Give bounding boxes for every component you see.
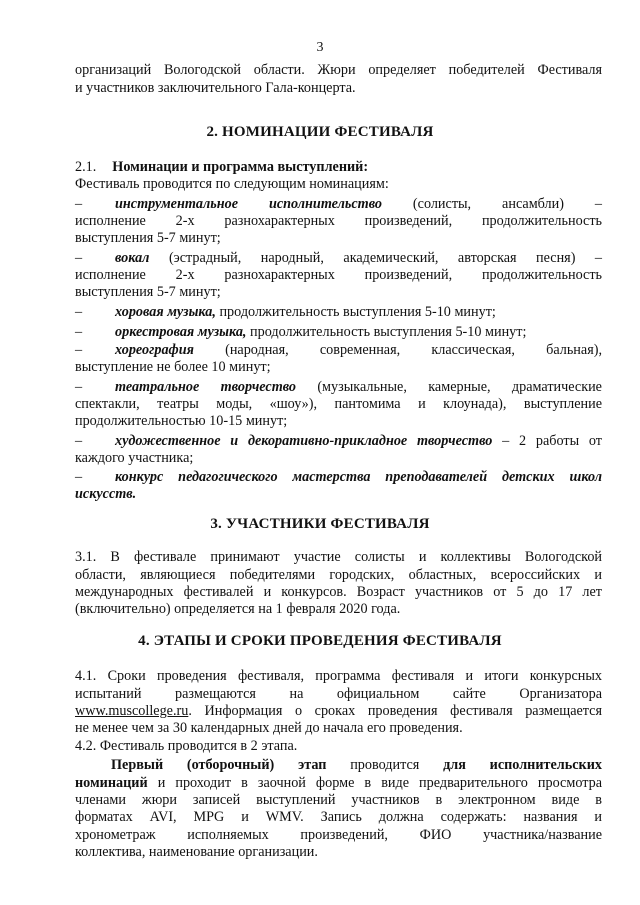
- section-4-line: www.muscollege.ru. Информация о сроках проведения фестиваля размещается: [75, 703, 602, 719]
- nomination-name: театральное творчество: [115, 379, 296, 395]
- section-4-line: испытаний размещаются на официальном сайте Организатора: [75, 686, 602, 702]
- nomination-item: – театральное творчество (музыкальные, камерные, драматические: [75, 379, 602, 395]
- subsection-title: Номинации и программа выступлений:: [112, 159, 369, 175]
- section-2-heading: 2. НОМИНАЦИИ ФЕСТИВАЛЯ: [206, 124, 434, 140]
- nomination-line: исполнение 2-х разнохарактерных произведений, продолжительность: [75, 213, 602, 229]
- subsection-number: 2.1.: [75, 159, 97, 175]
- stage-one-line: Первый (отборочный) этап проводится для исполнительских: [111, 757, 602, 773]
- dash-bullet: –: [75, 324, 83, 340]
- section-3-line: области, являющиеся победителями городских, областных, всероссийских и: [75, 567, 602, 583]
- nomination-item: – художественное и декоративно-прикладное творчество – 2 работы от: [75, 433, 603, 449]
- dash-bullet: –: [75, 196, 83, 212]
- dash-bullet: –: [75, 379, 83, 395]
- nomination-item: [75, 469, 602, 486]
- page-number: 3: [316, 40, 324, 55]
- section-3-line: (включительно) определяется на 1 февраля 2020 года.: [75, 601, 401, 617]
- stage-one-line: хронометраж исполняемых произведений, ФИО участника/название: [75, 827, 602, 843]
- nomination-item: – хоровая музыка, продолжительность выступления 5-10 минут;: [75, 304, 496, 320]
- section-4-line: не менее чем за 30 календарных дней до начала его проведения.: [75, 720, 463, 736]
- intro-line-1: организаций Вологодской области. Жюри определяет победителей Фестиваля: [75, 62, 602, 78]
- dash-bullet: –: [75, 342, 83, 358]
- dash-bullet: –: [75, 433, 83, 449]
- nomination-name: инструментальное исполнительство: [115, 196, 382, 212]
- stage-one-line: членами жюри записей выступлений участников в электронном виде в: [75, 792, 602, 808]
- dash-bullet: –: [75, 250, 83, 266]
- section-4-line: 4.2. Фестиваль проводится в 2 этапа.: [75, 738, 298, 754]
- nominations-lead: Фестиваль проводится по следующим номинациям:: [75, 176, 389, 192]
- nomination-line: спектакли, театры моды, «шоу»), пантомима и клоунада), выступление: [75, 396, 602, 412]
- nomination-line: продолжительностью 10-15 минут;: [75, 413, 288, 429]
- nomination-line: выступление не более 10 минут;: [75, 359, 271, 375]
- stage-one-line: номинаций и проходит в заочной форме в виде предварительного просмотра: [75, 775, 602, 791]
- nomination-item: – инструментальное исполнительство (солисты, ансамбли) –: [75, 196, 602, 212]
- nomination-name: конкурс педагогического мастерства преподавателей детских школ: [115, 469, 602, 485]
- stage-one-line: коллектива, наименование организации.: [75, 844, 318, 860]
- organizer-website-link[interactable]: www.muscollege.ru: [75, 703, 189, 719]
- nomination-item: – вокал (эстрадный, народный, академический, авторская песня) –: [75, 250, 602, 266]
- section-4-line: 4.1. Сроки проведения фестиваля, программа фестиваля и итоги конкурсных: [75, 668, 602, 684]
- section-3-heading: 3. УЧАСТНИКИ ФЕСТИВАЛЯ: [210, 516, 430, 532]
- dash-bullet: –: [75, 469, 83, 485]
- subsection-2-1: [75, 159, 602, 176]
- nomination-line: исполнение 2-х разнохарактерных произведений, продолжительность: [75, 267, 602, 283]
- nomination-line: каждого участника;: [75, 450, 194, 466]
- intro-line-2: и участников заключительного Гала-концерта.: [75, 80, 356, 96]
- nomination-name: хоровая музыка,: [115, 304, 216, 320]
- section-4-heading: 4. ЭТАПЫ И СРОКИ ПРОВЕДЕНИЯ ФЕСТИВАЛЯ: [138, 633, 502, 649]
- nomination-line: искусств.: [75, 486, 137, 502]
- nomination-name: хореография: [115, 342, 194, 358]
- stage-one-line: форматах AVI, MPG и WMV. Запись должна содержать: названия и: [75, 809, 602, 825]
- nomination-name: вокал: [115, 250, 150, 266]
- nomination-item: – хореография (народная, современная, классическая, бальная),: [75, 342, 602, 358]
- section-3-line: 3.1. В фестивале принимают участие солисты и коллективы Вологодской: [75, 549, 602, 565]
- nomination-name: художественное и декоративно-прикладное творчество: [115, 433, 493, 449]
- section-3-line: международных фестивалей и конкурсов. Возраст участников от 5 до 17 лет: [75, 584, 602, 600]
- nomination-name: оркестровая музыка,: [115, 324, 247, 340]
- nomination-line: выступления 5-7 минут;: [75, 284, 221, 300]
- dash-bullet: –: [75, 304, 83, 320]
- nomination-line: выступления 5-7 минут;: [75, 230, 221, 246]
- nomination-item: – оркестровая музыка, продолжительность выступления 5-10 минут;: [75, 324, 527, 340]
